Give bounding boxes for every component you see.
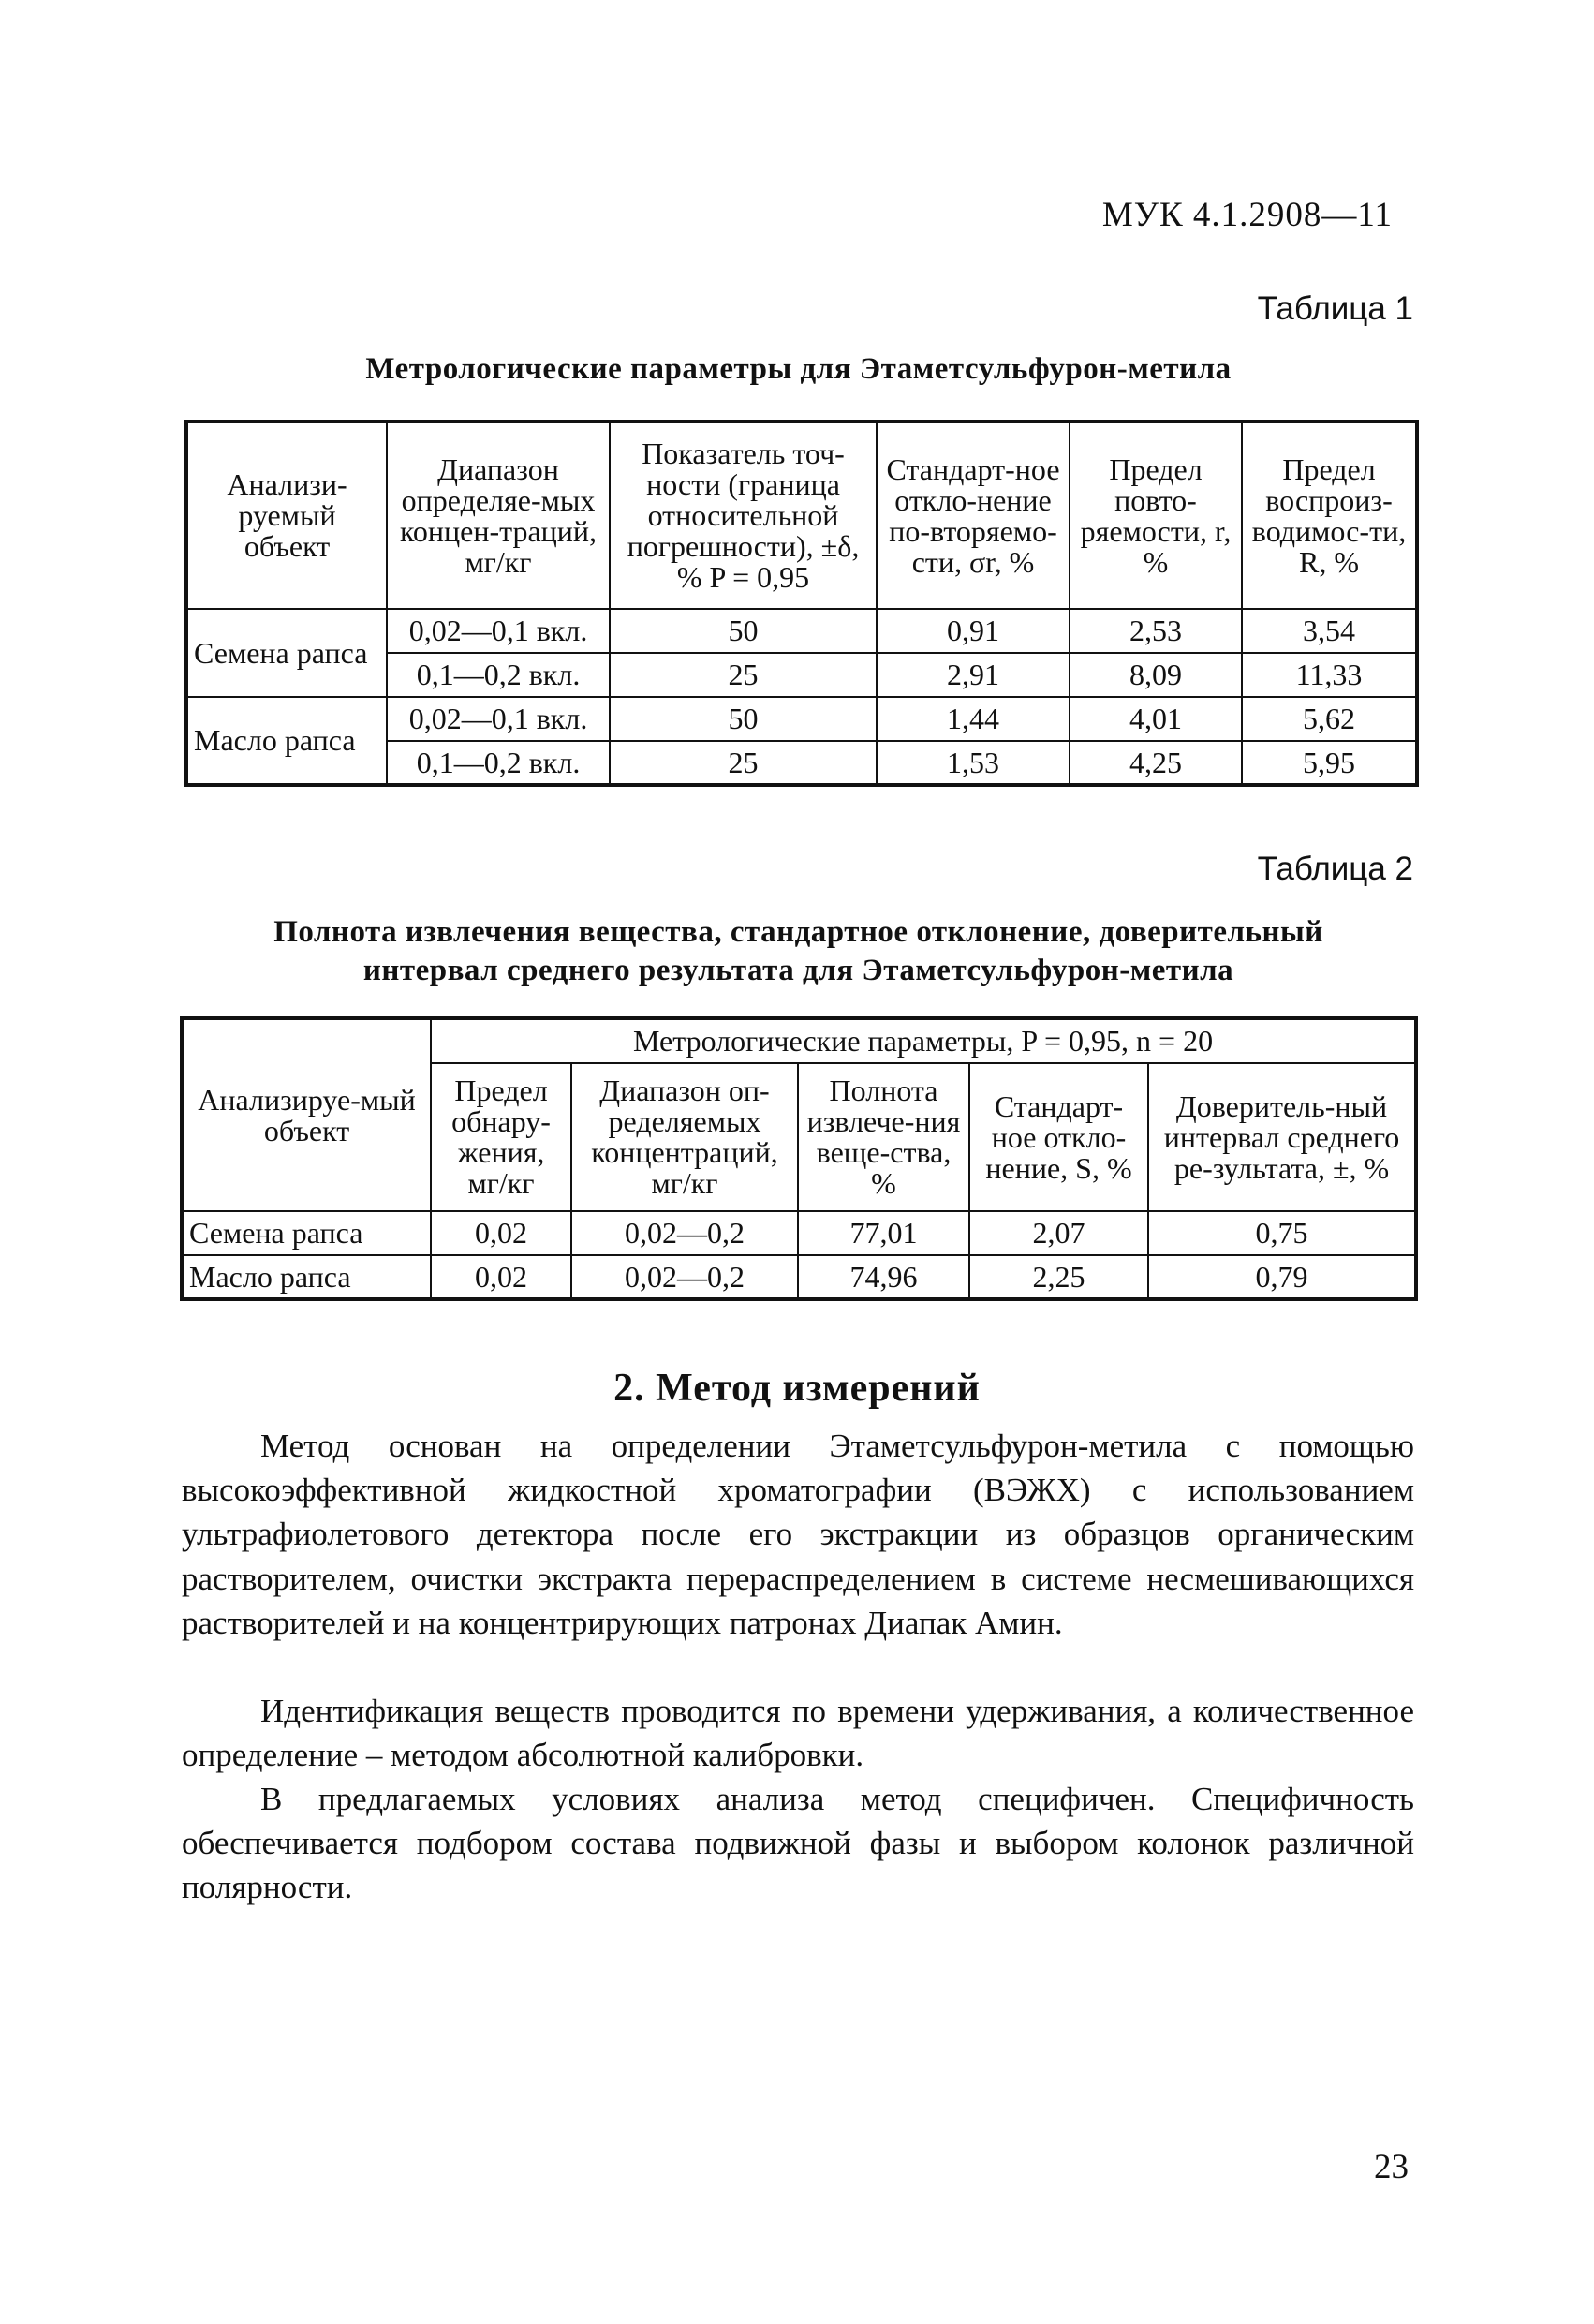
page-number: 23 xyxy=(1374,2148,1409,2186)
paragraph-method: Метод основан на определении Этаметсульфурон-метила с помощью высокоэффективной жидкостной хроматографии (ВЭЖХ) с использованием ультрафиолетового детектора после его экстракции из образцов органическим растворителем, очистки экстракта перераспределением в системе несмешивающихся растворителей и на концентрирующих патронах Диапак Амин. xyxy=(182,1428,1414,1641)
table1-reprod-cell: 5,95 xyxy=(1242,741,1417,785)
table1-header-row xyxy=(186,422,1417,609)
table1-accuracy-cell: 25 xyxy=(610,653,877,697)
table1-object-cell: Семена рапса xyxy=(186,609,387,697)
table1-repeat-cell: 8,09 xyxy=(1070,653,1242,697)
table1-std-cell: 1,44 xyxy=(877,697,1070,741)
table1-header-std: Стандарт-ное откло-нение по-вторяемо-сти, σr, % xyxy=(877,422,1070,609)
table1-reprod-cell: 5,62 xyxy=(1242,697,1417,741)
table2-recovery-cell: 77,01 xyxy=(798,1211,969,1255)
table2-header-recovery: Полнота извлече-ния веще-ства, % xyxy=(798,1063,969,1211)
table2-ci-cell: 0,79 xyxy=(1148,1255,1416,1299)
table1-accuracy-cell: 50 xyxy=(610,609,877,653)
table1 xyxy=(184,420,1419,787)
table2-object-cell: Семена рапса xyxy=(182,1211,431,1255)
table1-reprod-cell: 11,33 xyxy=(1242,653,1417,697)
table2-recovery-cell: 74,96 xyxy=(798,1255,969,1299)
table1-header-range: Диапазон определяе-мых концен-траций, мг/кг xyxy=(387,422,610,609)
table1-header-repeat: Предел повто-ряемости, r, % xyxy=(1070,422,1242,609)
table2-detect-cell: 0,02 xyxy=(431,1211,571,1255)
table1-repeat-cell: 4,01 xyxy=(1070,697,1242,741)
table1-range-cell: 0,02—0,1 вкл. xyxy=(387,697,610,741)
paragraph-identification: Идентификация веществ проводится по времени удерживания, а количественное определение – методом абсолютной калибровки. xyxy=(182,1693,1414,1774)
table-row xyxy=(186,609,1417,653)
table1-header-object: Анализи-руемый объект xyxy=(186,422,387,609)
table1-accuracy-cell: 50 xyxy=(610,697,877,741)
table2-std-cell: 2,25 xyxy=(969,1255,1148,1299)
section-heading: 2. Метод измерений xyxy=(613,1367,981,1410)
table1-repeat-cell: 4,25 xyxy=(1070,741,1242,785)
table2-label: Таблица 2 xyxy=(1257,851,1413,887)
table2-range-cell: 0,02—0,2 xyxy=(571,1255,798,1299)
table2-title-line2: интервал среднего результата для Этаметсульфурон-метила xyxy=(362,954,1234,987)
table2-range-cell: 0,02—0,2 xyxy=(571,1211,798,1255)
table-row xyxy=(182,1255,1416,1299)
table1-object-cell: Масло рапса xyxy=(186,697,387,785)
table1-header-accuracy: Показатель точ-ности (граница относительной погрешности), ±δ, % P = 0,95 xyxy=(610,422,877,609)
doc-code: МУК 4.1.2908—11 xyxy=(1101,196,1393,234)
table1-range-cell: 0,02—0,1 вкл. xyxy=(387,609,610,653)
table2-title xyxy=(183,913,1414,990)
table2-ci-cell: 0,75 xyxy=(1148,1211,1416,1255)
table2-group-header-row xyxy=(182,1018,1416,1063)
table-row xyxy=(186,697,1417,741)
table1-range-cell: 0,1—0,2 вкл. xyxy=(387,741,610,785)
table2-std-cell: 2,07 xyxy=(969,1211,1148,1255)
table2-header-detect: Предел обнару-жения, мг/кг xyxy=(431,1063,571,1211)
table1-reprod-cell: 3,54 xyxy=(1242,609,1417,653)
table1-std-cell: 1,53 xyxy=(877,741,1070,785)
table1-title: Метрологические параметры для Этаметсульфурон-метила xyxy=(365,352,1232,386)
table1-header-reprod: Предел воспроиз-водимос-ти, R, % xyxy=(1242,422,1417,609)
table2-object-cell: Масло рапса xyxy=(182,1255,431,1299)
table2-title-line1: Полнота извлечения вещества, стандартное отклонение, доверительный xyxy=(273,915,1323,949)
table2-header-ci: Доверитель-ный интервал среднего ре-зультата, ±, % xyxy=(1148,1063,1416,1211)
table1-repeat-cell: 2,53 xyxy=(1070,609,1242,653)
table1-accuracy-cell: 25 xyxy=(610,741,877,785)
table2-header-std: Стандарт-ное откло-нение, S, % xyxy=(969,1063,1148,1211)
table1-range-cell: 0,1—0,2 вкл. xyxy=(387,653,610,697)
table2-header-group: Метрологические параметры, P = 0,95, n = 20 xyxy=(431,1018,1416,1063)
table1-std-cell: 0,91 xyxy=(877,609,1070,653)
table1-std-cell: 2,91 xyxy=(877,653,1070,697)
paragraph-specificity: В предлагаемых условиях анализа метод специфичен. Специфичность обеспечивается подбором состава подвижной фазы и выбором колонок различной полярности. xyxy=(182,1781,1414,1906)
table-row xyxy=(182,1211,1416,1255)
table2-detect-cell: 0,02 xyxy=(431,1255,571,1299)
table2 xyxy=(180,1016,1418,1301)
table2-header-range: Диапазон оп-ределяемых концентраций, мг/кг xyxy=(571,1063,798,1211)
table2-header-object: Анализируе-мый объект xyxy=(182,1018,431,1211)
table1-label: Таблица 1 xyxy=(1257,290,1413,327)
